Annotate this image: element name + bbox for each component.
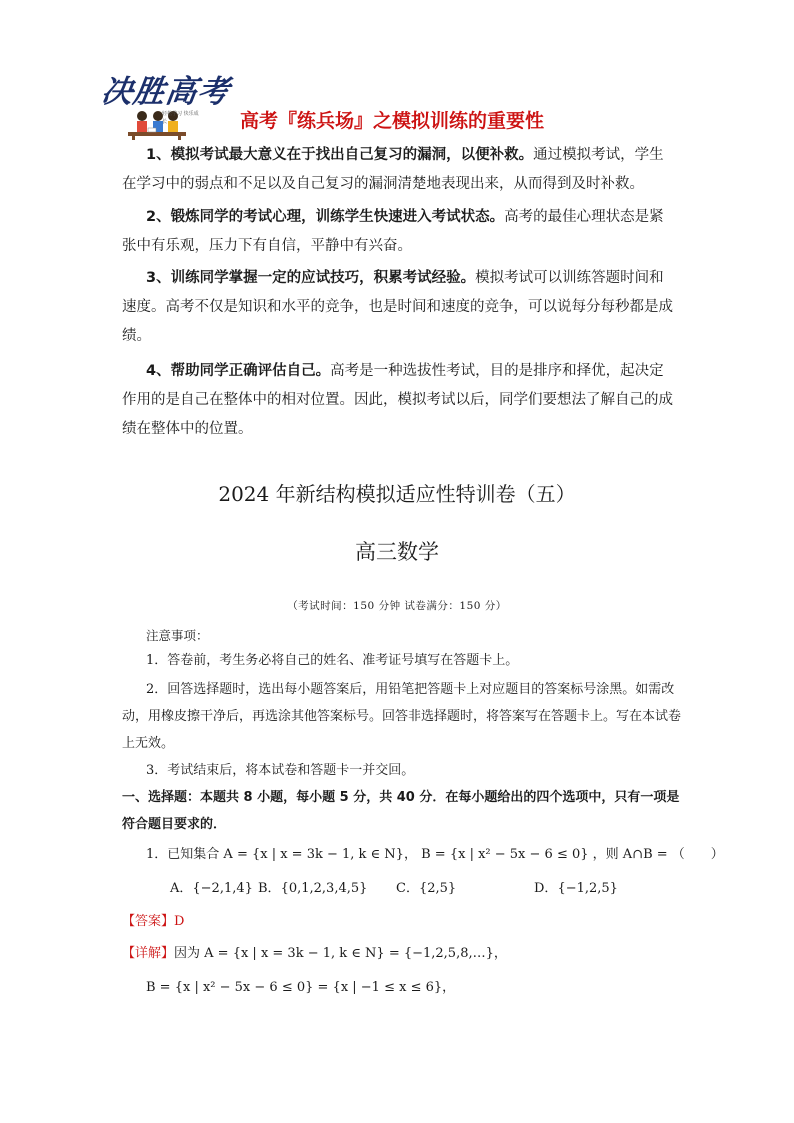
brand-logo bbox=[98, 66, 233, 140]
option-a-label: A． bbox=[170, 881, 193, 896]
intro-text-2: 高考的最佳心理状态是紧张中有乐观，压力下有自信，平静中有兴奋。 bbox=[122, 209, 664, 254]
question-1 bbox=[146, 843, 724, 862]
option-b bbox=[258, 877, 367, 896]
intro-paragraph-2 bbox=[122, 203, 678, 261]
detail-line-1 bbox=[122, 942, 507, 961]
option-c-label: C． bbox=[396, 881, 419, 896]
detail-line-2: B = {x | x² − 5x − 6 ≤ 0} = {x | −1 ≤ x ≤ 6}， bbox=[146, 980, 456, 995]
option-b-value: {0,1,2,3,4,5} bbox=[280, 881, 368, 896]
exam-info: （考试时间：150 分钟 试卷满分：150 分） bbox=[287, 600, 507, 612]
answer-value: D bbox=[174, 914, 185, 929]
note-item-2: 2．回答选择题时，选出每小题答案后，用铅笔把答题卡上对应题目的答案标号涂黑。如需改动，用橡皮擦干净后，再选涂其他答案标号。回答非选择题时，将答案写在答题卡上。写在本试卷上无效。 bbox=[122, 682, 682, 751]
intro-paragraph-4 bbox=[122, 357, 678, 444]
intro-text-3: 模拟考试可以训练答题时间和速度。高考不仅是知识和水平的竞争，也是时间和速度的竞争，可以说每分每秒都是成绩。 bbox=[122, 270, 673, 344]
detail-text-1: 因为 A = {x | x = 3k − 1, k ∈ N} = {−1,2,5,8,…}， bbox=[174, 946, 507, 961]
question-number: 1．已知集合 bbox=[146, 847, 220, 862]
notes-heading: 注意事项： bbox=[146, 628, 209, 643]
detail-tag: 【详解】 bbox=[122, 946, 175, 961]
brand-logo-text: 决胜高考 bbox=[98, 74, 233, 110]
question-1-options bbox=[170, 877, 630, 901]
intro-paragraph-3 bbox=[122, 264, 678, 351]
set-b: B = {x | x² − 5x − 6 ≤ 0} bbox=[421, 847, 589, 862]
question-ask: ，则 A∩B = （ ） bbox=[592, 847, 724, 862]
option-c-value: {2,5} bbox=[418, 881, 457, 896]
option-d-label: D． bbox=[534, 881, 558, 896]
note-item-3: 3．考试结束后，将本试卷和答题卡一并交回。 bbox=[146, 763, 415, 778]
intro-bold-2: 2、锻炼同学的考试心理，训练学生快速进入考试状态。 bbox=[146, 209, 505, 225]
set-separator: ， bbox=[403, 847, 417, 862]
exam-title: 2024 年新结构模拟适应性特训卷（五） bbox=[218, 482, 576, 506]
headline: 高考『练兵场』之模拟训练的重要性 bbox=[240, 110, 545, 132]
note-item-1: 1．答卷前，考生务必将自己的姓名、准考证号填写在答题卡上。 bbox=[146, 653, 519, 668]
section-heading: 一、选择题：本题共 8 小题，每小题 5 分，共 40 分．在每小题给出的四个选项中，只有一项是符合题目要求的． bbox=[122, 790, 680, 832]
option-a-value: {−2,1,4} bbox=[192, 881, 253, 896]
intro-bold-1: 1、模拟考试最大意义在于找出自己复习的漏洞，以便补救。 bbox=[146, 147, 534, 163]
answer-line bbox=[122, 910, 184, 929]
logo-caption: 轻松学习 快乐成长 bbox=[162, 111, 199, 125]
option-d-value: {−1,2,5} bbox=[557, 881, 618, 896]
exam-subject: 高三数学 bbox=[355, 540, 439, 564]
option-b-label: B． bbox=[258, 881, 281, 896]
option-c bbox=[396, 877, 456, 896]
intro-text-1: 通过模拟考试，学生在学习中的弱点和不足以及自己复习的漏洞清楚地表现出来，从而得到及时补救。 bbox=[122, 147, 664, 192]
intro-bold-4: 4、帮助同学正确评估自己。 bbox=[146, 363, 331, 379]
option-d bbox=[534, 877, 618, 896]
intro-text-4: 高考是一种选拔性考试，目的是排序和择优，起决定作用的是自己在整体中的相对位置。因此，模拟考试以后，同学们要想法了解自己的成绩在整体中的位置。 bbox=[122, 363, 673, 437]
answer-tag: 【答案】 bbox=[122, 914, 175, 929]
intro-bold-3: 3、训练同学掌握一定的应试技巧，积累考试经验。 bbox=[146, 270, 476, 286]
intro-paragraph-1 bbox=[122, 141, 678, 199]
set-a: A = {x | x = 3k − 1, k ∈ N} bbox=[223, 847, 404, 862]
option-a bbox=[170, 877, 253, 896]
